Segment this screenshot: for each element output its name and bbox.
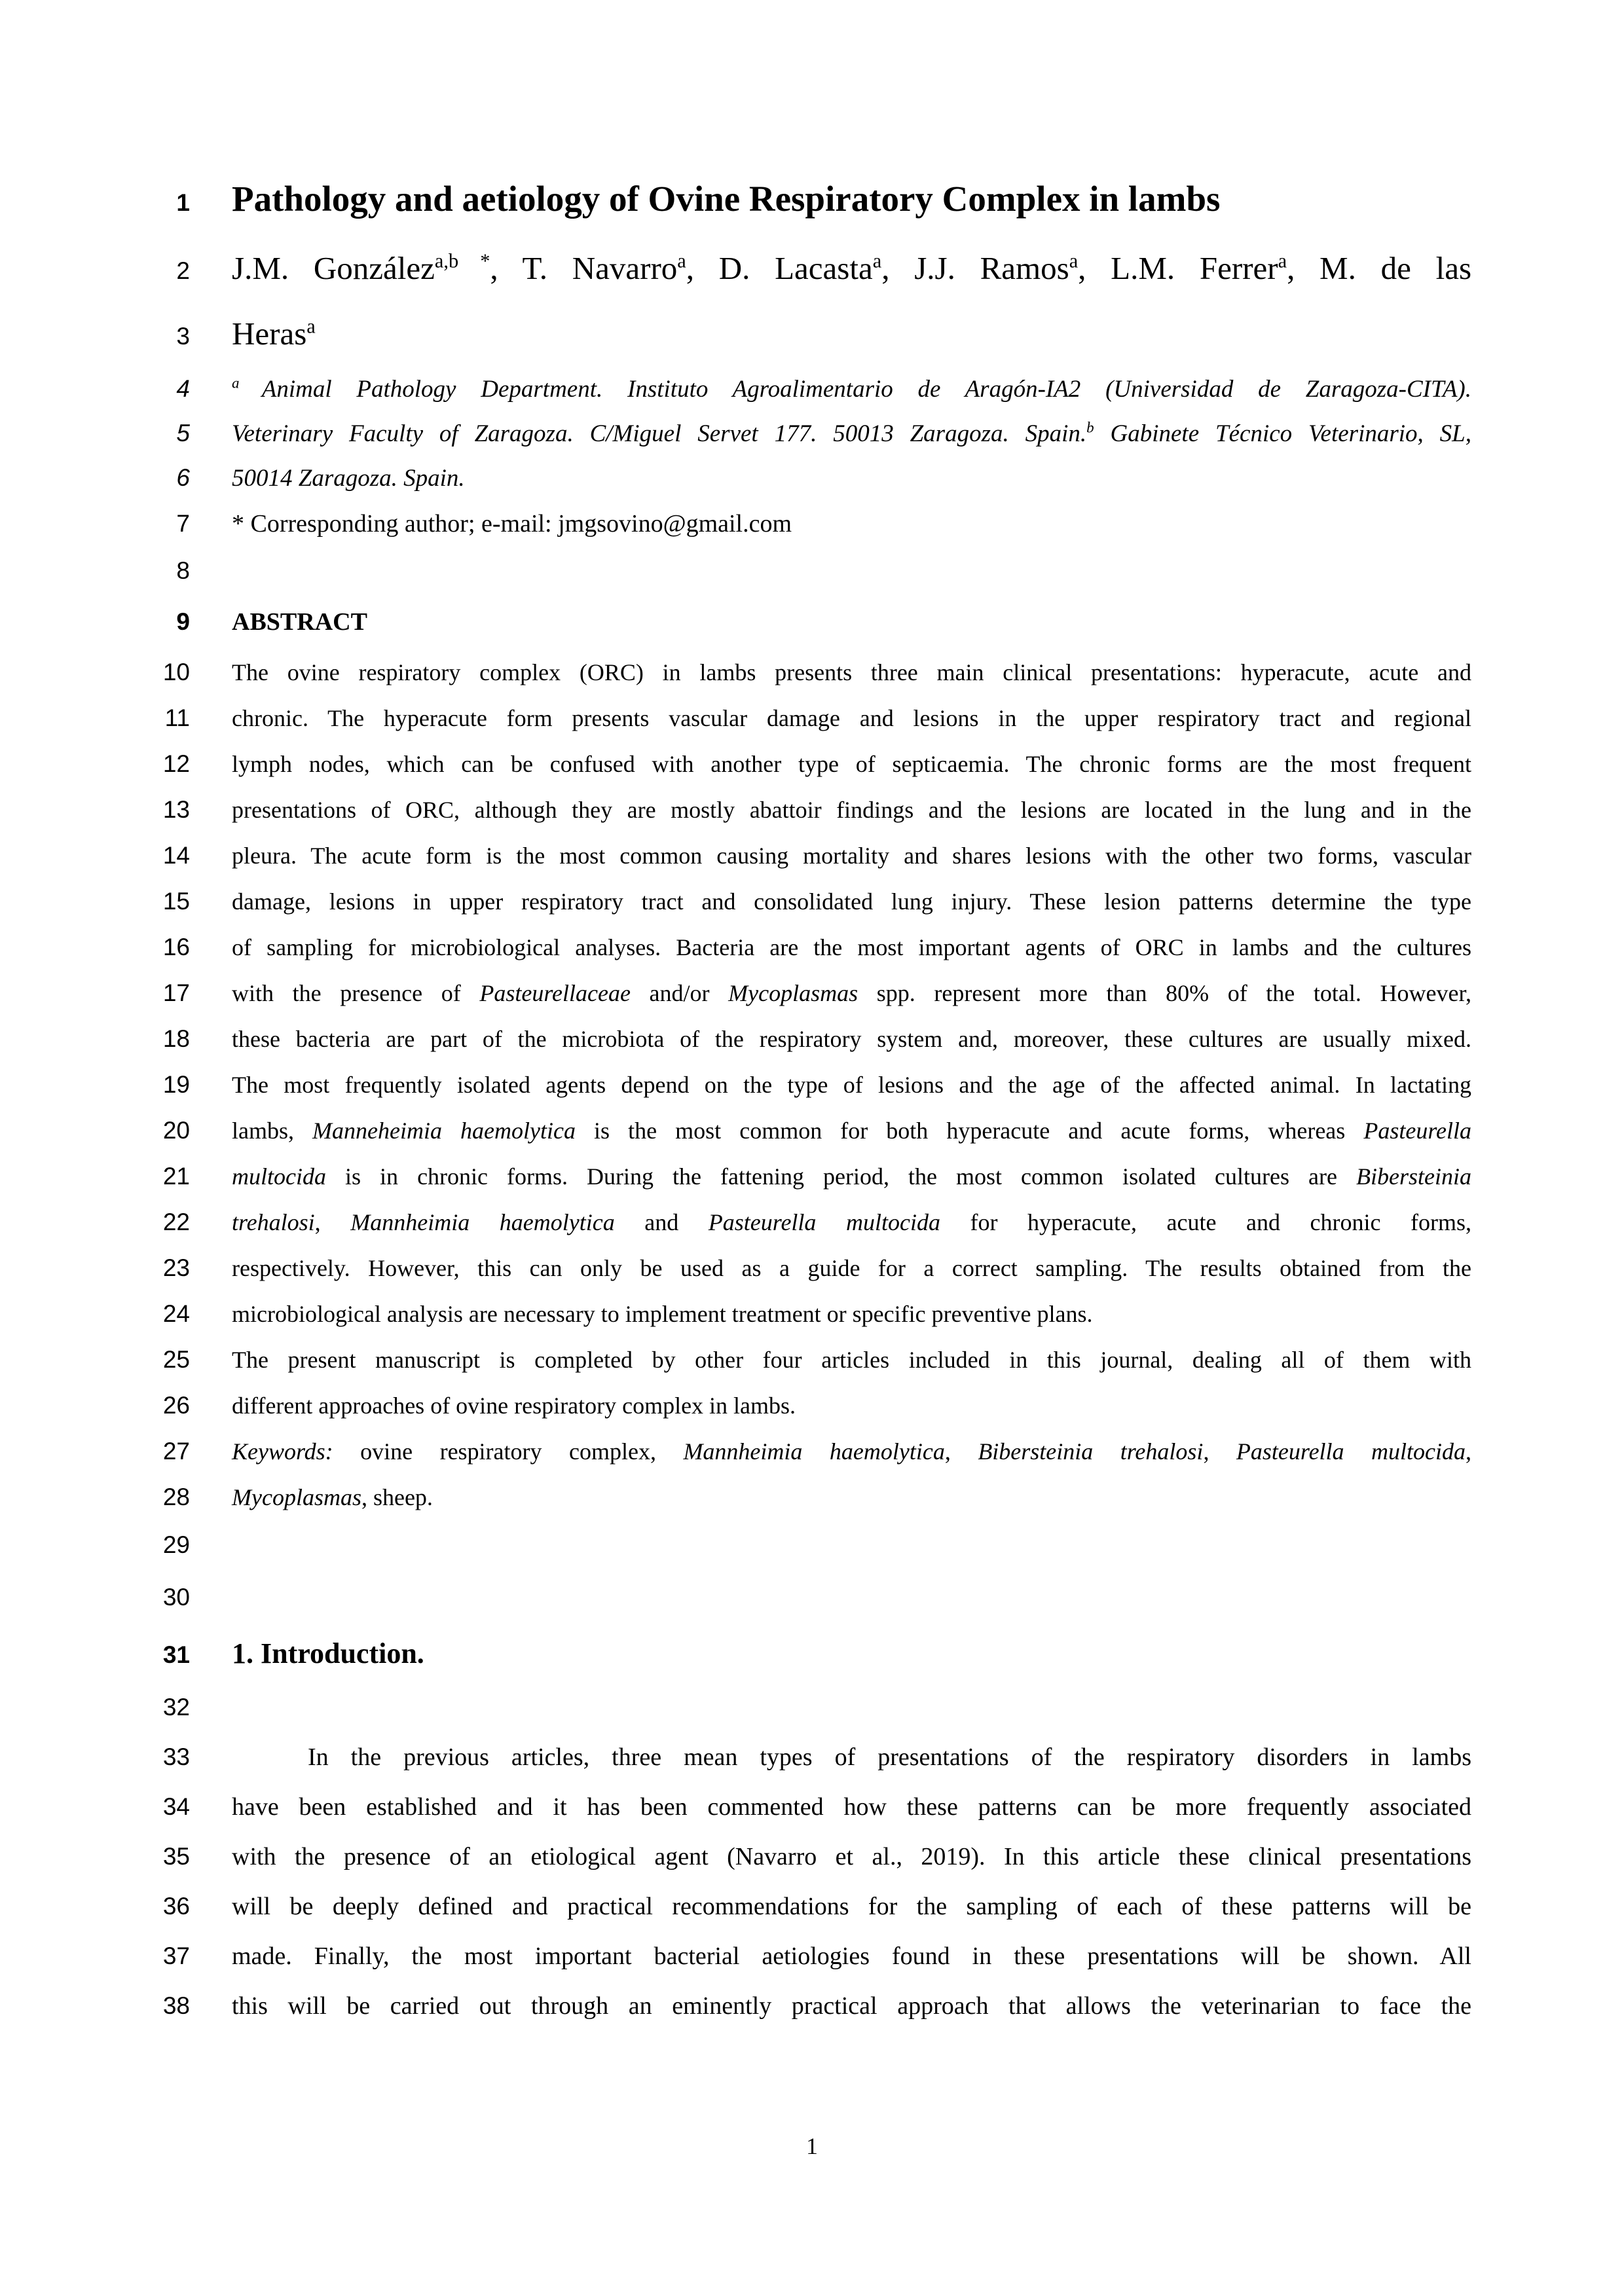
text-run: is the most common for both hyperacute and acute forms, whereas bbox=[576, 1118, 1364, 1144]
line-row bbox=[0, 1981, 1624, 2031]
line-number: 24 bbox=[162, 1300, 190, 1327]
text-run: of sampling for microbiological analyses. Bacteria are the most important agents of ORC in lambs and the cultures bbox=[232, 934, 1471, 960]
line-row bbox=[0, 1429, 1624, 1474]
line-row bbox=[0, 1337, 1624, 1383]
text-run: , L.M. Ferrer bbox=[1078, 250, 1278, 286]
line-number: 17 bbox=[162, 979, 190, 1006]
text-run: microbiological analysis are necessary to implement treatment or specific preventive plans. bbox=[232, 1301, 1093, 1327]
text-run: this will be carried out through an eminently practical approach that allows the veterinarian to face the bbox=[232, 1992, 1471, 2020]
line-number: 6 bbox=[176, 464, 190, 491]
line-row bbox=[0, 594, 1624, 649]
line-text bbox=[232, 1337, 1471, 1383]
text-run: , M. de las bbox=[1287, 250, 1472, 286]
line-row bbox=[0, 1931, 1624, 1981]
line-number: 12 bbox=[162, 750, 190, 777]
line-row bbox=[0, 1782, 1624, 1832]
text-run: The most frequently isolated agents depend on the type of lesions and the age of the affected animal. In lactating bbox=[232, 1072, 1471, 1098]
text-run: , bbox=[1203, 1438, 1236, 1465]
text-run: have been established and it has been commented how these patterns can be more frequently associated bbox=[232, 1793, 1471, 1821]
line-number: 35 bbox=[162, 1843, 190, 1870]
line-row bbox=[0, 1732, 1624, 1782]
line-row bbox=[0, 1882, 1624, 1931]
line-number: 11 bbox=[164, 704, 190, 731]
line-text bbox=[232, 1062, 1471, 1108]
text-run: Pasteurella multocida bbox=[708, 1209, 940, 1235]
line-number: 33 bbox=[162, 1743, 190, 1770]
line-number: 28 bbox=[162, 1484, 190, 1510]
text-run: , J.J. Ramos bbox=[881, 250, 1069, 286]
line-number: 15 bbox=[162, 888, 190, 915]
text-run: trehalosi bbox=[232, 1209, 315, 1235]
text-run: Mycoplasmas bbox=[232, 1484, 361, 1510]
line-row bbox=[0, 787, 1624, 833]
line-text bbox=[232, 741, 1471, 787]
line-text bbox=[232, 1291, 1471, 1337]
line-number: 13 bbox=[162, 796, 190, 823]
line-text bbox=[232, 970, 1471, 1016]
line-row bbox=[0, 1383, 1624, 1429]
line-row bbox=[0, 879, 1624, 924]
line-number: 8 bbox=[176, 557, 190, 584]
line-number: 29 bbox=[162, 1531, 190, 1558]
text-run: chronic. The hyperacute form presents vascular damage and lesions in the upper respiratory tract and regional bbox=[232, 705, 1471, 731]
text-run: these bacteria are part of the microbiota of the respiratory system and, moreover, these cultures are usually mixed. bbox=[232, 1026, 1471, 1052]
text-run: respectively. However, this can only be used as a guide for a correct sampling. The results obtained from the bbox=[232, 1255, 1471, 1281]
text-run: a bbox=[677, 249, 686, 272]
line-text bbox=[232, 1154, 1471, 1199]
text-run: a bbox=[1069, 249, 1079, 272]
text-run: with the presence of an etiological agent (Navarro et al., 2019). In this article these clinical presentations bbox=[232, 1843, 1471, 1870]
text-run: Pathology and aetiology of Ovine Respiratory Complex in lambs bbox=[232, 179, 1221, 219]
line-number: 9 bbox=[176, 608, 190, 635]
text-run: The ovine respiratory complex (ORC) in lambs presents three main clinical presentations: hyperacute, acute and bbox=[232, 659, 1471, 685]
line-text bbox=[232, 367, 1471, 412]
line-text bbox=[232, 412, 1471, 456]
line-number: 21 bbox=[162, 1163, 190, 1190]
text-run: spp. represent more than 80% of the total. However, bbox=[858, 980, 1472, 1006]
text-run: , bbox=[944, 1438, 978, 1465]
text-run: , bbox=[314, 1209, 351, 1235]
text-run: Gabinete Técnico Veterinario, SL, bbox=[1094, 420, 1471, 447]
line-text bbox=[232, 1429, 1471, 1474]
line-text bbox=[232, 1108, 1471, 1154]
line-row bbox=[0, 162, 1624, 236]
line-row bbox=[0, 970, 1624, 1016]
line-text bbox=[232, 236, 1471, 301]
text-run: presentations of ORC, although they are mostly abattoir findings and the lesions are located in the lung and in the bbox=[232, 797, 1471, 823]
line-number: 26 bbox=[162, 1392, 190, 1419]
line-number: 38 bbox=[162, 1992, 190, 2019]
text-run: Animal Pathology Department. Instituto Agroalimentario de Aragón-IA2 (Universidad de Zaragoza-CITA). bbox=[261, 376, 1472, 403]
text-run: lambs, bbox=[232, 1118, 313, 1144]
line-number: 4 bbox=[176, 375, 190, 402]
line-number: 36 bbox=[162, 1893, 190, 1920]
line-number: 16 bbox=[162, 934, 190, 960]
line-number: 2 bbox=[176, 257, 190, 284]
line-text bbox=[232, 456, 1471, 501]
line-number: 37 bbox=[162, 1942, 190, 1969]
text-run: 1. Introduction. bbox=[232, 1637, 424, 1669]
line-number: 31 bbox=[162, 1641, 190, 1668]
text-run: , D. Lacasta bbox=[686, 250, 873, 286]
line-row bbox=[0, 1108, 1624, 1154]
line-row bbox=[0, 456, 1624, 500]
line-row bbox=[0, 1199, 1624, 1245]
text-run: In the previous articles, three mean types of presentations of the respiratory disorders in lambs bbox=[308, 1743, 1471, 1771]
text-run: and bbox=[614, 1209, 709, 1235]
line-text bbox=[232, 787, 1471, 833]
line-text bbox=[232, 695, 1471, 741]
line-row bbox=[0, 924, 1624, 970]
line-row bbox=[0, 1474, 1624, 1520]
text-run: with the presence of bbox=[232, 980, 480, 1006]
text-run: Pasteurellaceae bbox=[479, 980, 631, 1006]
text-run: different approaches of ovine respiratory complex in lambs. bbox=[232, 1393, 796, 1419]
line-row bbox=[0, 411, 1624, 456]
line-row bbox=[0, 1520, 1624, 1570]
text-run: , bbox=[1466, 1438, 1472, 1465]
text-run: made. Finally, the most important bacterial aetiologies found in these presentations will be shown. All bbox=[232, 1942, 1471, 1970]
line-text bbox=[232, 594, 1471, 649]
line-text bbox=[232, 1625, 1471, 1683]
line-number: 27 bbox=[162, 1438, 190, 1465]
line-number: 18 bbox=[162, 1025, 190, 1052]
text-run: multocida bbox=[232, 1163, 326, 1190]
line-row bbox=[0, 236, 1624, 301]
line-text bbox=[232, 1383, 1471, 1429]
line-row bbox=[0, 547, 1624, 594]
text-run: Bibersteinia bbox=[1356, 1163, 1471, 1190]
line-row bbox=[0, 1570, 1624, 1625]
line-text bbox=[232, 1981, 1471, 2031]
line-text bbox=[232, 1016, 1471, 1062]
text-run: Keywords: bbox=[232, 1438, 333, 1465]
line-text bbox=[232, 879, 1471, 924]
text-run: Mannheimia haemolytica bbox=[683, 1438, 945, 1465]
line-number: 23 bbox=[162, 1254, 190, 1281]
line-text bbox=[232, 301, 1471, 367]
text-run: a bbox=[1278, 249, 1287, 272]
line-row bbox=[0, 1832, 1624, 1882]
page-number: 1 bbox=[806, 2133, 818, 2159]
line-text bbox=[232, 162, 1471, 236]
line-number: 19 bbox=[162, 1071, 190, 1098]
line-text bbox=[232, 649, 1471, 695]
text-run: a bbox=[232, 374, 262, 392]
line-number: 34 bbox=[162, 1793, 190, 1820]
line-number: 30 bbox=[162, 1584, 190, 1611]
text-run: a,b * bbox=[434, 249, 490, 272]
line-row bbox=[0, 741, 1624, 787]
line-row bbox=[0, 1062, 1624, 1108]
text-run: ABSTRACT bbox=[232, 608, 367, 636]
text-run: will be deeply defined and practical recommendations for the sampling of each of these patterns will be bbox=[232, 1893, 1471, 1920]
line-number: 5 bbox=[176, 420, 190, 446]
line-row bbox=[0, 833, 1624, 879]
line-text bbox=[232, 1732, 1471, 1782]
line-row bbox=[0, 1683, 1624, 1732]
line-text bbox=[232, 1474, 1471, 1520]
line-number: 14 bbox=[162, 842, 190, 869]
line-row bbox=[0, 649, 1624, 695]
line-row bbox=[0, 1291, 1624, 1337]
text-run: Pasteurella bbox=[1363, 1118, 1471, 1144]
line-number: 7 bbox=[176, 510, 190, 537]
text-run: and/or bbox=[630, 980, 729, 1006]
line-text bbox=[232, 1245, 1471, 1291]
text-run: is in chronic forms. During the fattening period, the most common isolated cultures are bbox=[325, 1163, 1357, 1190]
line-number: 32 bbox=[162, 1694, 190, 1721]
text-run: a bbox=[872, 249, 882, 272]
line-text bbox=[232, 1931, 1471, 1981]
text-run: for hyperacute, acute and chronic forms, bbox=[940, 1209, 1472, 1235]
line-row bbox=[0, 500, 1624, 547]
line-row bbox=[0, 301, 1624, 367]
line-number: 10 bbox=[162, 659, 190, 685]
text-run: Mycoplasmas bbox=[728, 980, 858, 1006]
text-run: a bbox=[306, 315, 316, 338]
line-row bbox=[0, 695, 1624, 741]
text-run: Heras bbox=[232, 316, 307, 352]
line-text bbox=[232, 924, 1471, 970]
line-text bbox=[232, 1782, 1471, 1832]
text-run: J.M. González bbox=[232, 250, 435, 286]
line-row bbox=[0, 1625, 1624, 1683]
text-run: , T. Navarro bbox=[490, 250, 678, 286]
text-run: damage, lesions in upper respiratory tract and consolidated lung injury. These lesion patterns determine the type bbox=[232, 888, 1471, 915]
text-run: The present manuscript is completed by other four articles included in this journal, dealing all of them with bbox=[232, 1347, 1471, 1373]
text-run: * Corresponding author; e-mail: jmgsovino@gmail.com bbox=[232, 510, 792, 538]
line-number: 1 bbox=[176, 189, 190, 216]
text-run: Mannheimia haemolytica bbox=[350, 1209, 615, 1235]
line-row bbox=[0, 1016, 1624, 1062]
text-run: 50014 Zaragoza. Spain. bbox=[232, 465, 465, 492]
line-text bbox=[232, 1199, 1471, 1245]
line-number: 22 bbox=[162, 1209, 190, 1235]
text-run: pleura. The acute form is the most common causing mortality and shares lesions with the other two forms, vascular bbox=[232, 843, 1471, 869]
line-text bbox=[232, 1832, 1471, 1882]
line-text bbox=[232, 833, 1471, 879]
line-number: 3 bbox=[176, 323, 190, 350]
text-run: Manneheimia haemolytica bbox=[312, 1118, 576, 1144]
text-run: Bibersteinia trehalosi bbox=[978, 1438, 1204, 1465]
text-run: Veterinary Faculty of Zaragoza. C/Miguel Servet 177. 50013 Zaragoza. Spain. bbox=[232, 420, 1087, 447]
line-text bbox=[232, 1882, 1471, 1931]
line-row bbox=[0, 1245, 1624, 1291]
line-row bbox=[0, 1154, 1624, 1199]
text-run: Pasteurella multocida bbox=[1236, 1438, 1466, 1465]
text-run: lymph nodes, which can be confused with another type of septicaemia. The chronic forms are the most frequent bbox=[232, 751, 1471, 777]
line-number: 25 bbox=[162, 1346, 190, 1373]
text-run: , sheep. bbox=[361, 1484, 433, 1510]
text-run: ovine respiratory complex, bbox=[333, 1438, 684, 1465]
text-run: b bbox=[1086, 419, 1094, 436]
line-row bbox=[0, 367, 1624, 411]
line-text bbox=[232, 500, 1471, 547]
line-number: 20 bbox=[162, 1117, 190, 1144]
